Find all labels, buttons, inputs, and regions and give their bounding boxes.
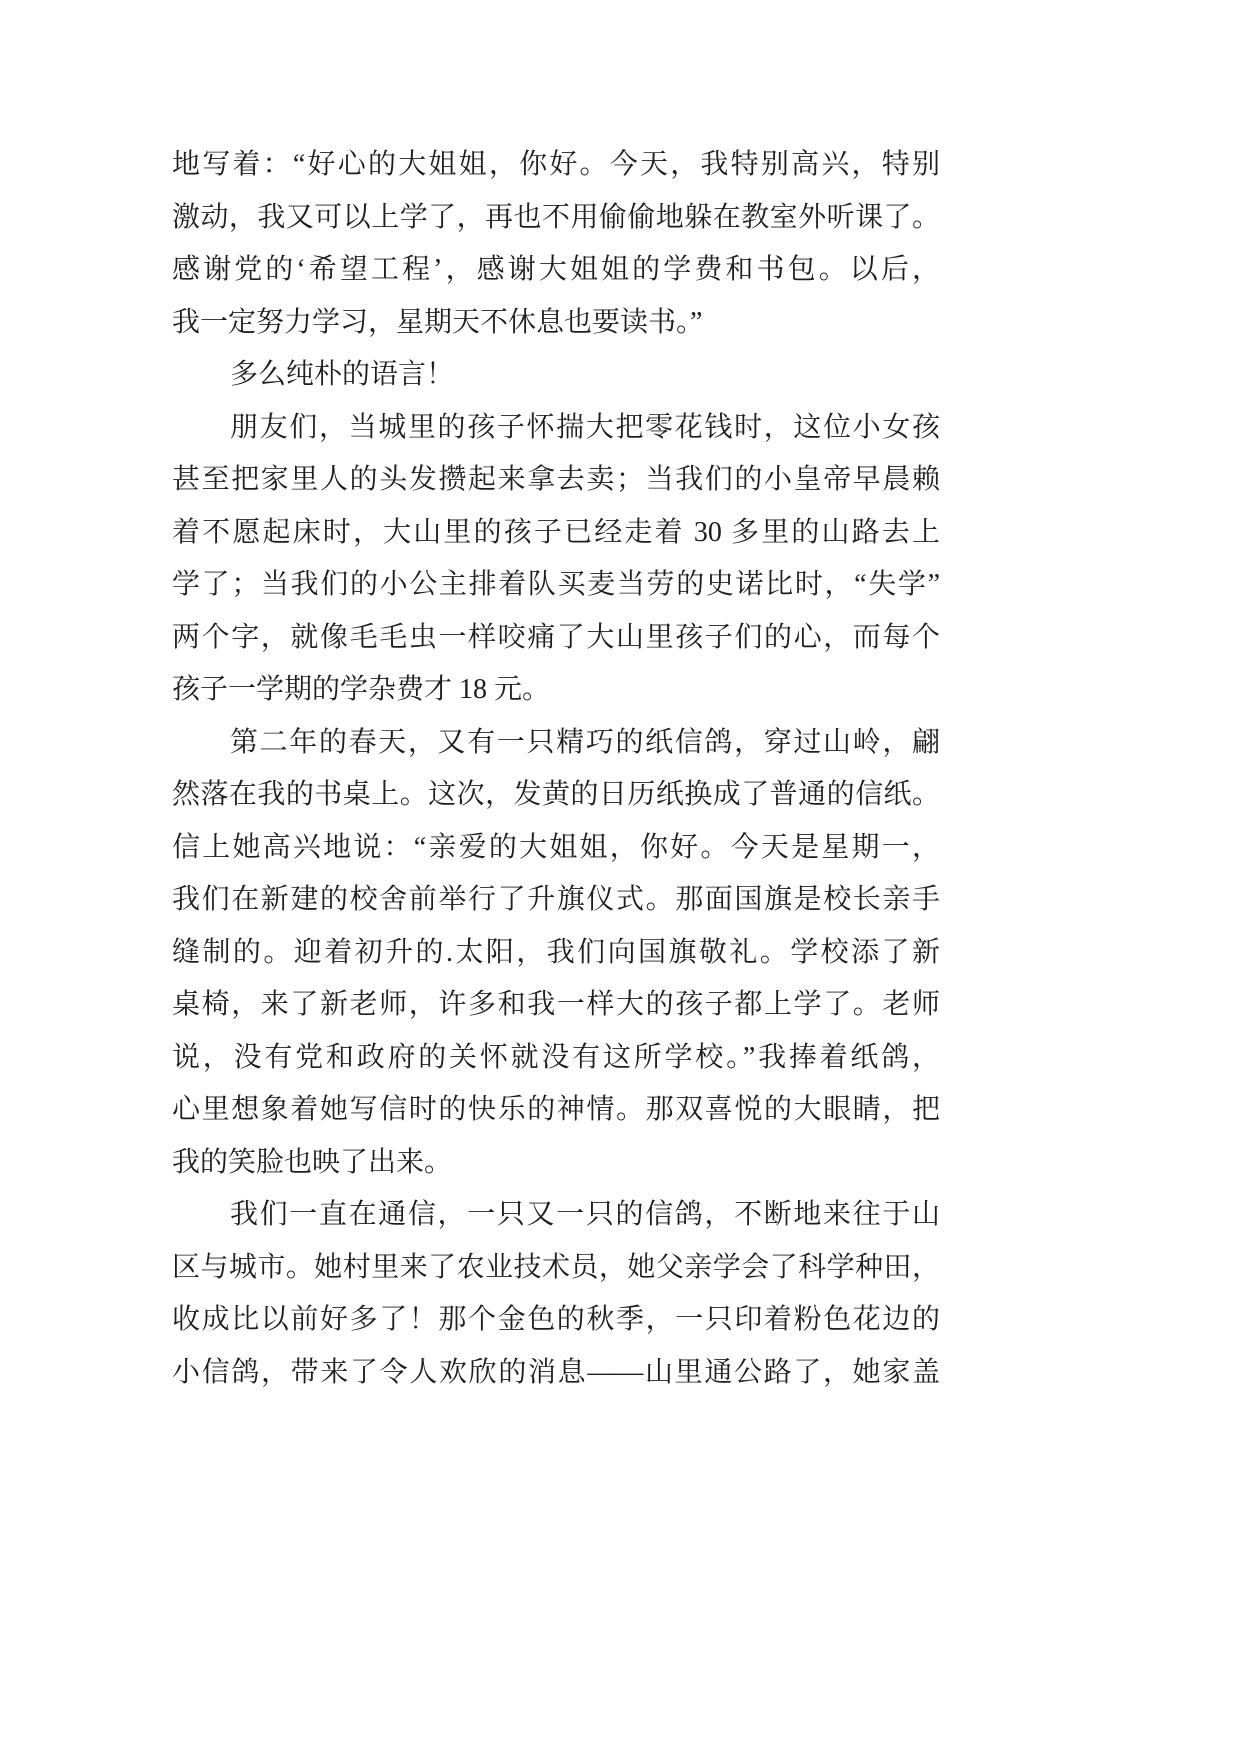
paragraph-letter-continuation	[172, 139, 940, 349]
text-line: 我们在新建的校舍前举行了升旗仪式。那面国旗是校长亲手	[172, 884, 940, 915]
text-line: 说，没有党和政府的关怀就没有这所学校。”我捧着纸鸽，	[172, 1041, 940, 1073]
text-line: 两个字，就像毛毛虫一样咬痛了大山里孩子们的心，而每个	[172, 621, 940, 653]
paragraph-friends	[172, 402, 940, 717]
text-line: 小信鸽，带来了令人欢欣的消息——山里通公路了，她家盖	[172, 1356, 940, 1388]
text-line: 我们一直在通信，一只又一只的信鸽，不断地来往于山	[230, 1199, 940, 1230]
text-line: 着不愿起床时，大山里的孩子已经走着 30 多里的山路去上	[172, 516, 940, 548]
text-line: 然落在我的书桌上。这次，发黄的日历纸换成了普通的信纸。	[172, 779, 940, 810]
text-line: 我一定努力学习，星期天不休息也要读书。”	[172, 306, 703, 338]
text-line: 第二年的春天，又有一只精巧的纸信鸽，穿过山岭，翩	[230, 726, 940, 758]
text-line: 朋友们，当城里的孩子怀揣大把零花钱时，这位小女孩	[230, 411, 940, 443]
text-line: 我的笑脸也映了出来。	[172, 1146, 453, 1178]
text-line: 学了；当我们的小公主排着队买麦当劳的史诺比时，“失学”	[172, 569, 940, 600]
paragraph-second-spring	[172, 717, 940, 1190]
paragraph-exclamation	[172, 349, 940, 402]
text-line: 心里想象着她写信时的快乐的神情。那双喜悦的大眼睛，把	[172, 1094, 940, 1125]
text-line: 缝制的。迎着初升的.太阳，我们向国旗敬礼。学校添了新	[172, 936, 940, 968]
paragraph-correspondence	[172, 1189, 940, 1399]
text-line: 地写着：“好心的大姐姐，你好。今天，我特别高兴，特别	[172, 149, 940, 180]
text-line: 激动，我又可以上学了，再也不用偷偷地躲在教室外听课了。	[172, 201, 940, 233]
text-line: 收成比以前好多了！那个金色的秋季，一只印着粉色花边的	[172, 1304, 940, 1335]
text-line: 桌椅，来了新老师，许多和我一样大的孩子都上学了。老师	[172, 989, 940, 1020]
text-line: 区与城市。她村里来了农业技术员，她父亲学会了科学种田，	[172, 1251, 940, 1283]
body-text	[172, 139, 940, 1399]
text-line: 信上她高兴地说：“亲爱的大姐姐，你好。今天是星期一，	[172, 831, 940, 863]
text-line: 感谢党的‘希望工程’，感谢大姐姐的学费和书包。以后，	[172, 254, 940, 285]
text-line: 多么纯朴的语言！	[230, 359, 455, 390]
text-line: 孩子一学期的学杂费才 18 元。	[172, 674, 551, 705]
text-line: 甚至把家里人的头发攒起来拿去卖；当我们的小皇帝早晨赖	[172, 464, 940, 495]
